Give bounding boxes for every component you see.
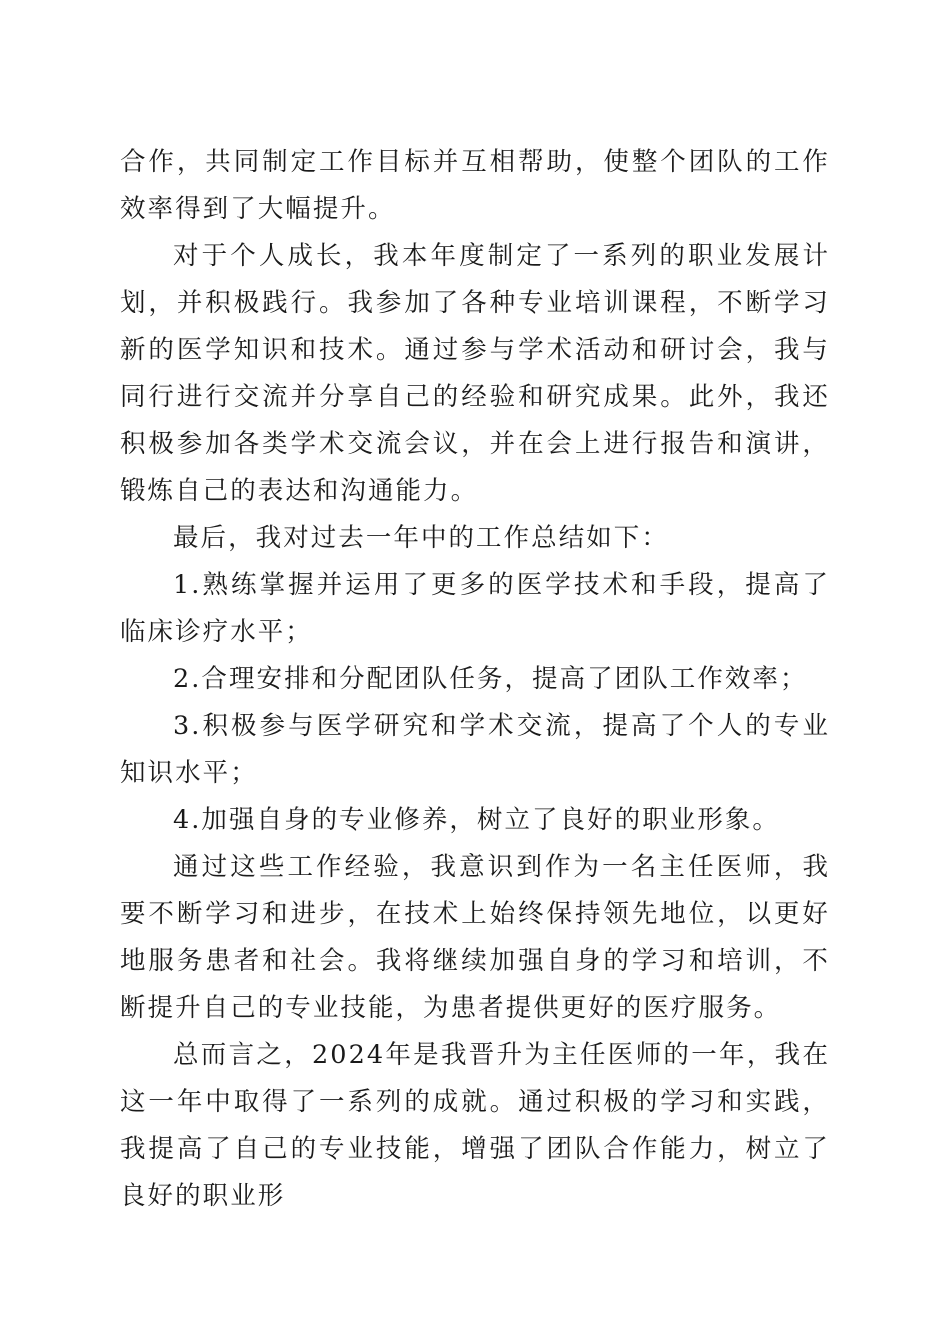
list-item-2: 2.合理安排和分配团队任务，提高了团队工作效率； xyxy=(173,664,808,694)
paragraph-continuation: 合作，共同制定工作目标并互相帮助，使整个团队的工作效率得到了大幅提升。 xyxy=(120,147,830,224)
list-item-1: 1.熟练掌握并运用了更多的医学技术和手段，提高了临床诊疗水平； xyxy=(120,570,830,647)
document-body xyxy=(120,139,830,1220)
paragraph-conclusion: 总而言之，2024年是我晋升为主任医师的一年，我在这一年中取得了一系列的成就。通过积极的学习和实践，我提高了自己的专业技能，增强了团队合作能力，树立了良好的职业形 xyxy=(120,1040,830,1211)
list-item-4: 4.加强自身的专业修养，树立了良好的职业形象。 xyxy=(173,805,780,835)
paragraph-reflection: 通过这些工作经验，我意识到作为一名主任医师，我要不断学习和进步，在技术上始终保持领先地位，以更好地服务患者和社会。我将继续加强自身的学习和培训，不断提升自己的专业技能，为患者提供更好的医疗服务。 xyxy=(120,852,830,1023)
paragraph-summary-intro: 最后，我对过去一年中的工作总结如下： xyxy=(173,523,669,553)
paragraph-personal-growth: 对于个人成长，我本年度制定了一系列的职业发展计划，并积极践行。我参加了各种专业培训课程，不断学习新的医学知识和技术。通过参与学术活动和研讨会，我与同行进行交流并分享自己的经验和研究成果。此外，我还积极参加各类学术交流会议，并在会上进行报告和演讲，锻炼自己的表达和沟通能力。 xyxy=(120,241,830,506)
list-item-3: 3.积极参与医学研究和学术交流，提高了个人的专业知识水平； xyxy=(120,711,830,788)
